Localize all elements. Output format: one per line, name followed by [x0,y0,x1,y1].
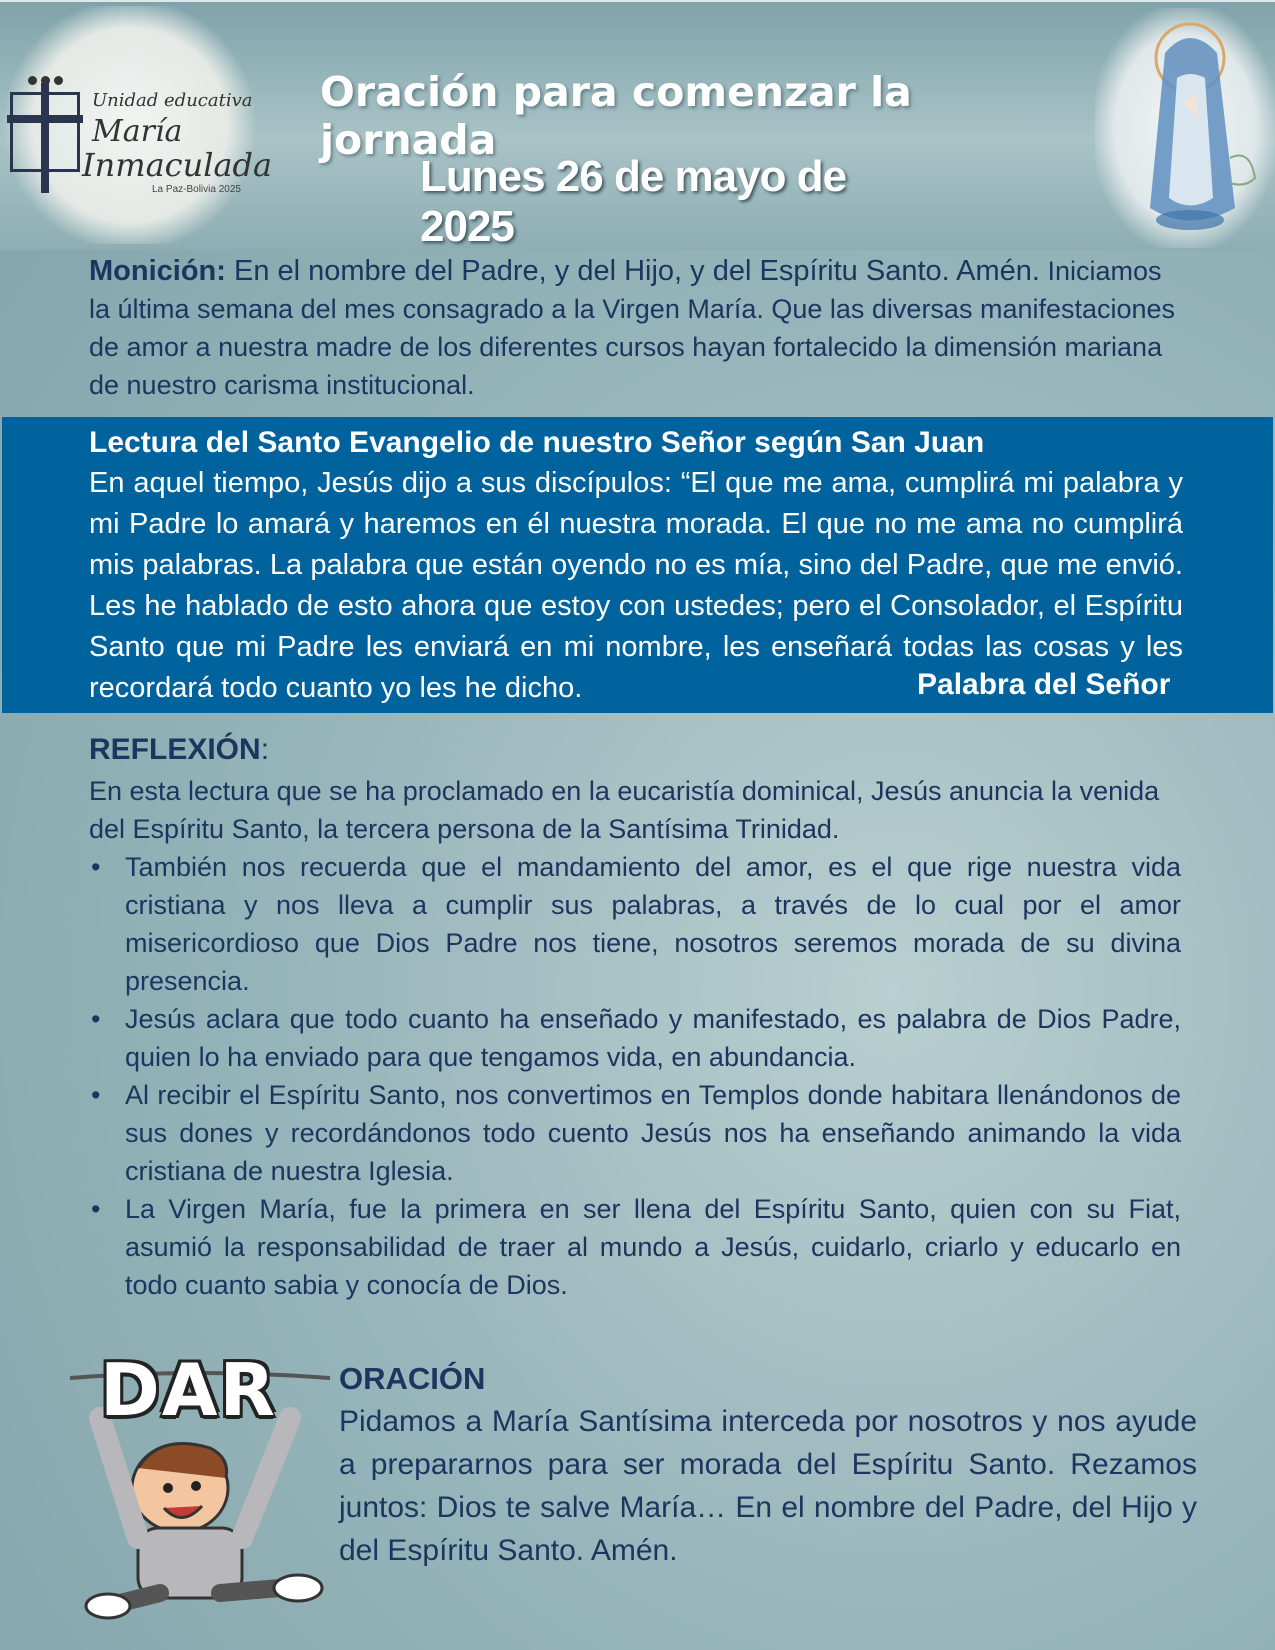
reflexion-intro: En esta lectura que se ha proclamado en la eucaristía dominical, Jesús anuncia la venida del Espíritu Santo, la tercera persona de la Santísima Trinidad. [89,776,1160,844]
monicion-label: Monición: [89,255,226,287]
monicion-lead: En el nombre del Padre, y del Hijo, y del Espíritu Santo. Amén. [225,255,1040,287]
reflexion-list [89,848,1181,1304]
page-title: Oración para comenzar la jornada [320,68,912,164]
logo-text-line4: La Paz-Bolivia 2025 [152,184,241,195]
oracion-title: ORACIÓN [339,1361,486,1396]
list-item-text: También nos recuerda que el mandamiento del amor, es el que rige nuestra vida cristiana y nos lleva a cumplir sus palabras, a través de lo cual por el amor misericordioso que Dios Padre nos tiene, nosotros seremos morada de su divina presencia. [125,852,1181,996]
list-item [89,848,1181,1000]
virgin-mary-icon [1095,8,1275,248]
bullet-icon: • [91,1080,101,1110]
monicion-section [89,252,1181,404]
logo-text-line1: Unidad educativa [92,90,253,111]
gospel-text: En aquel tiempo, Jesús dijo a sus discípulos: “El que me ama, cumplirá mi palabra y mi Padre lo amará y haremos en él nuestra morada. El que no me ama no cumplirá mis palabras. La palabra que están oyendo no es mía, sino del Padre, que me envió. Les he hablado de esto ahora que estoy con ustedes; pero el Consolador, el Espíritu Santo que mi Padre les enviará en mi nombre, les enseñará todas las cosas y les recordará todo cuanto yo les he dicho. [89,467,1183,704]
reflexion-title: REFLEXIÓN [89,733,261,766]
list-item [89,1076,1181,1190]
page-date: Lunes 26 de mayo de 2025 [420,152,847,251]
bullet-icon: • [91,1194,101,1224]
logo-text-line2: María [92,114,183,149]
list-item [89,1190,1181,1304]
dar-label: DAR [100,1348,277,1432]
oracion-section [339,1358,1197,1572]
gospel-closing: Palabra del Señor [917,668,1171,701]
monicion-text: Iniciamos la última semana del mes consagrado a la Virgen María. Que las diversas manifestaciones de amor a nuestra madre de los diferentes cursos hayan fortalecido la dimensión mariana de nuestro carisma institucional. [89,256,1176,400]
bullet-icon: • [91,1004,101,1034]
gospel-section [2,417,1273,713]
gospel-title: Lectura del Santo Evangelio de nuestro Señor según San Juan [89,426,985,459]
list-item [89,1000,1181,1076]
reflexion-title-line [89,728,1181,772]
list-item-text: Al recibir el Espíritu Santo, nos convertimos en Templos donde habitara llenándonos de sus dones y recordándonos todo cuento Jesús nos ha enseñando animando la vida cristiana de nuestra Iglesia. [125,1080,1181,1186]
logo-text-line3: Inmaculada [82,146,273,184]
list-item-text: Jesús aclara que todo cuanto ha enseñado y manifestado, es palabra de Dios Padre, quien lo ha enviado para que tengamos vida, en abundancia. [125,1004,1181,1072]
bullet-icon: • [91,852,101,882]
reflexion-colon: : [260,733,270,766]
list-item-text: La Virgen María, fue la primera en ser llena del Espíritu Santo, quien con su Fiat, asumió la responsabilidad de traer al mundo a Jesús, cuidarlo, criarlo y educarlo en todo cuanto sabia y conocía de Dios. [125,1194,1181,1300]
cross-icon [10,92,80,172]
school-logo [0,6,273,244]
reflexion-section [89,728,1181,1304]
dar-mascot-illustration [60,1338,340,1628]
oracion-text: Pidamos a María Santísima interceda por nosotros y nos ayude a prepararnos para ser morada del Espíritu Santo. Rezamos juntos: Dios te salve María… En el nombre del Padre, del Hijo y del Espíritu Santo. Amén. [339,1405,1197,1567]
virgin-mary-illustration [1095,8,1275,248]
header-banner [0,0,1275,250]
